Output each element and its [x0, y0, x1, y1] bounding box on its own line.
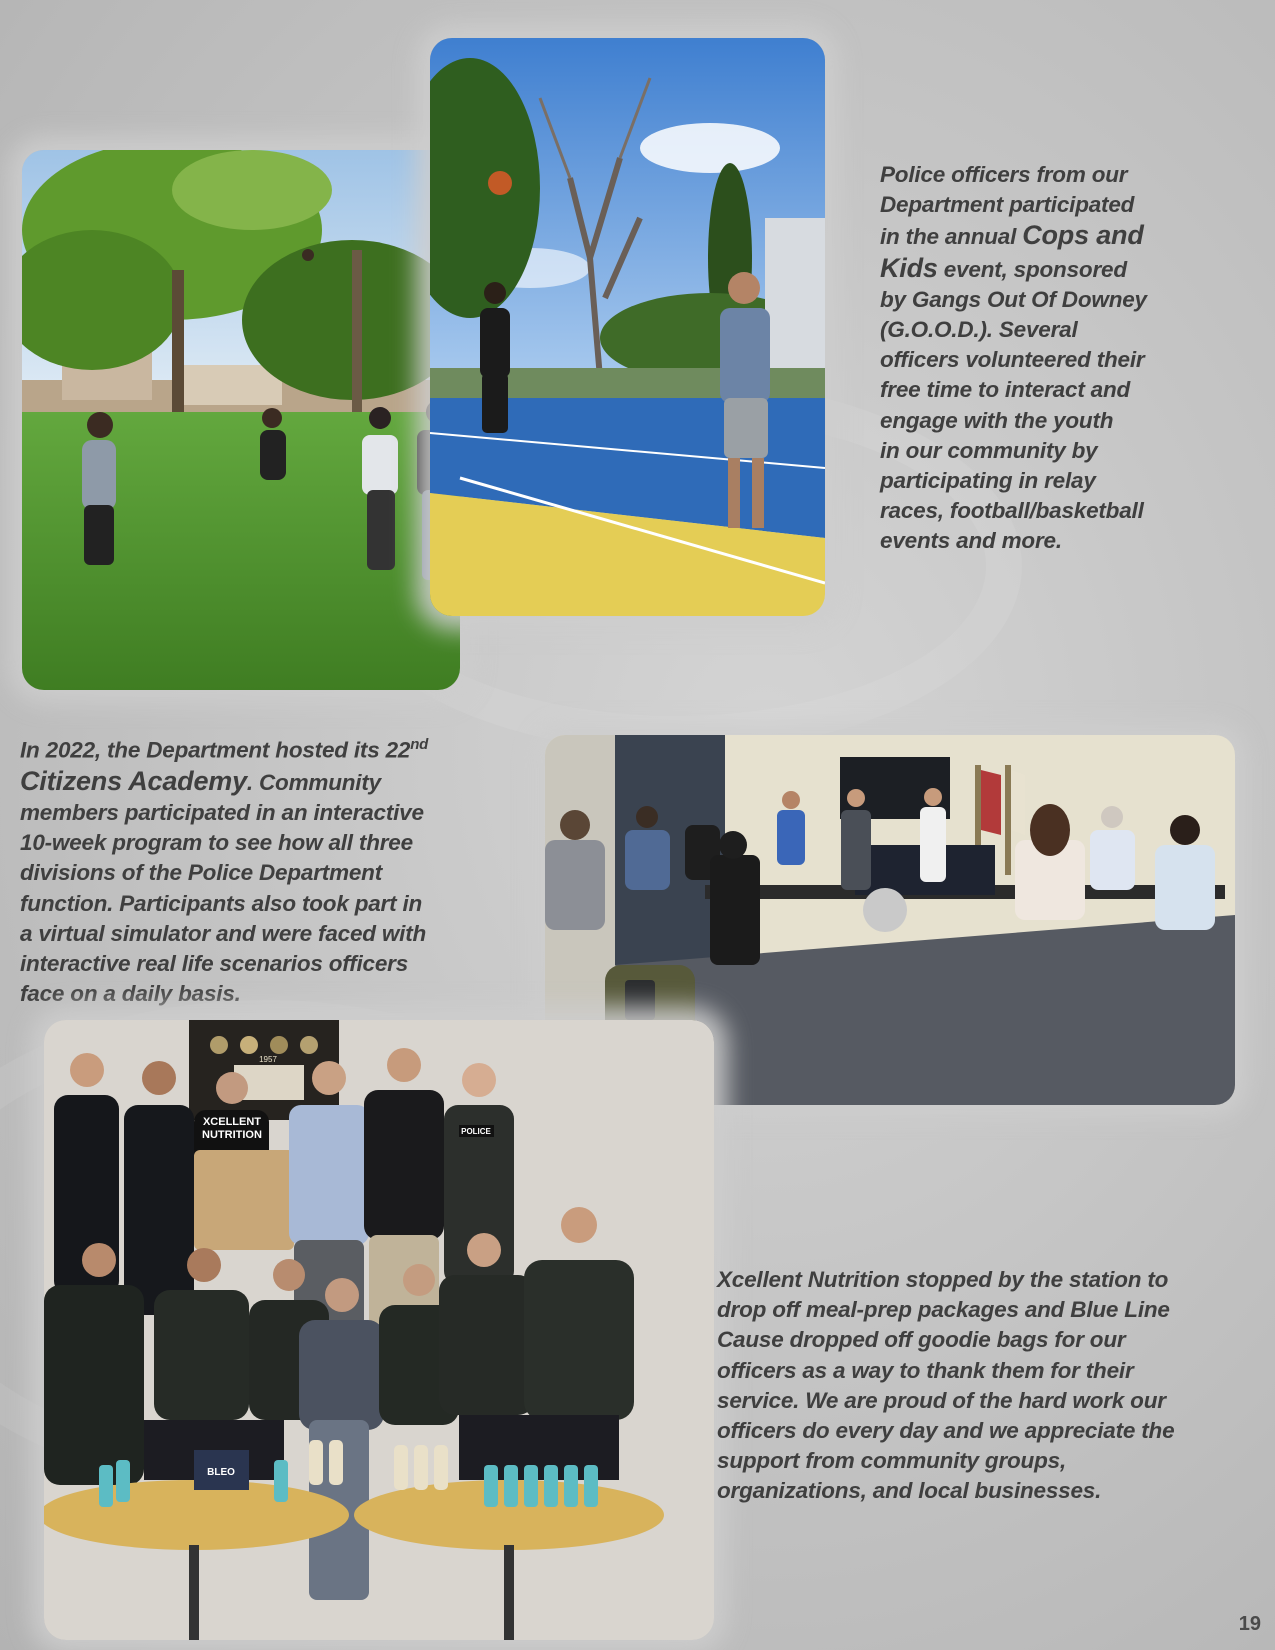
- text-line: interactive real life scenarios officers: [20, 950, 409, 976]
- emphasis-cops-and: Cops and: [1022, 220, 1144, 251]
- photo-officers-group-donations: [44, 1020, 714, 1640]
- cops-and-kids-paragraph: [880, 160, 1260, 557]
- text-line: Department participated: [880, 192, 1135, 218]
- emphasis-citizens-academy: Citizens Academy: [20, 765, 247, 796]
- text-line: Xcellent Nutrition stopped by the station to: [717, 1267, 1169, 1292]
- text-line: Police officers from our: [880, 162, 1128, 187]
- wall-year: 1957: [259, 1055, 277, 1064]
- superscript: nd: [410, 736, 429, 753]
- text-line: officers do every day and we appreciate the: [717, 1418, 1175, 1444]
- text-line: free time to interact and: [880, 377, 1131, 403]
- text-line: [20, 766, 540, 798]
- emphasis-kids: Kids: [880, 252, 938, 283]
- text-line: [880, 253, 1260, 285]
- text-line: divisions of the Police Department: [20, 860, 383, 886]
- text-line: in our community by: [880, 437, 1098, 463]
- text-line: service. We are proud of the hard work our: [717, 1387, 1166, 1413]
- text-line: [880, 220, 1260, 252]
- text-segment: in the annual: [880, 224, 1023, 250]
- text-segment: In 2022, the Department hosted its 22: [20, 737, 411, 763]
- text-line: participating in relay: [880, 468, 1096, 494]
- text-line: organizations, and local businesses.: [717, 1478, 1102, 1504]
- text-line: officers volunteered their: [880, 347, 1145, 373]
- text-line: drop off meal-prep packages and Blue Line: [717, 1297, 1170, 1323]
- text-segment: event, sponsored: [937, 256, 1127, 282]
- text-line: support from community groups,: [717, 1448, 1067, 1474]
- text-line: 10-week program to see how all three: [20, 830, 413, 856]
- photo-basketball-court: [430, 38, 825, 616]
- text-line: officers as a way to thank them for their: [717, 1357, 1134, 1383]
- text-line: Cause dropped off goodie bags for our: [717, 1327, 1126, 1353]
- text-line: events and more.: [880, 528, 1062, 554]
- citizens-academy-paragraph: [20, 730, 540, 1009]
- shirt-text: XCELLENT: [202, 1116, 262, 1128]
- text-line: by Gangs Out Of Downey: [880, 286, 1147, 312]
- text-line: [20, 730, 540, 766]
- box-text: BLEO: [207, 1467, 235, 1478]
- text-segment: . Community: [246, 769, 381, 795]
- text-line: function. Participants also took part in: [20, 890, 423, 916]
- page-number: 19: [1238, 1613, 1261, 1635]
- patch-text: POLICE: [461, 1127, 491, 1136]
- shirt-text: NUTRITION: [202, 1129, 262, 1141]
- text-line: races, football/basketball: [880, 498, 1144, 524]
- text-line: engage with the youth: [880, 407, 1114, 433]
- text-line: a virtual simulator and were faced with: [20, 920, 427, 946]
- photo-flag-football: [22, 150, 460, 690]
- text-line: members participated in an interactive: [20, 799, 424, 825]
- text-line: face on a daily basis.: [20, 981, 241, 1007]
- xcellent-nutrition-paragraph: [717, 1265, 1237, 1507]
- text-line: (G.O.O.D.). Several: [880, 317, 1078, 343]
